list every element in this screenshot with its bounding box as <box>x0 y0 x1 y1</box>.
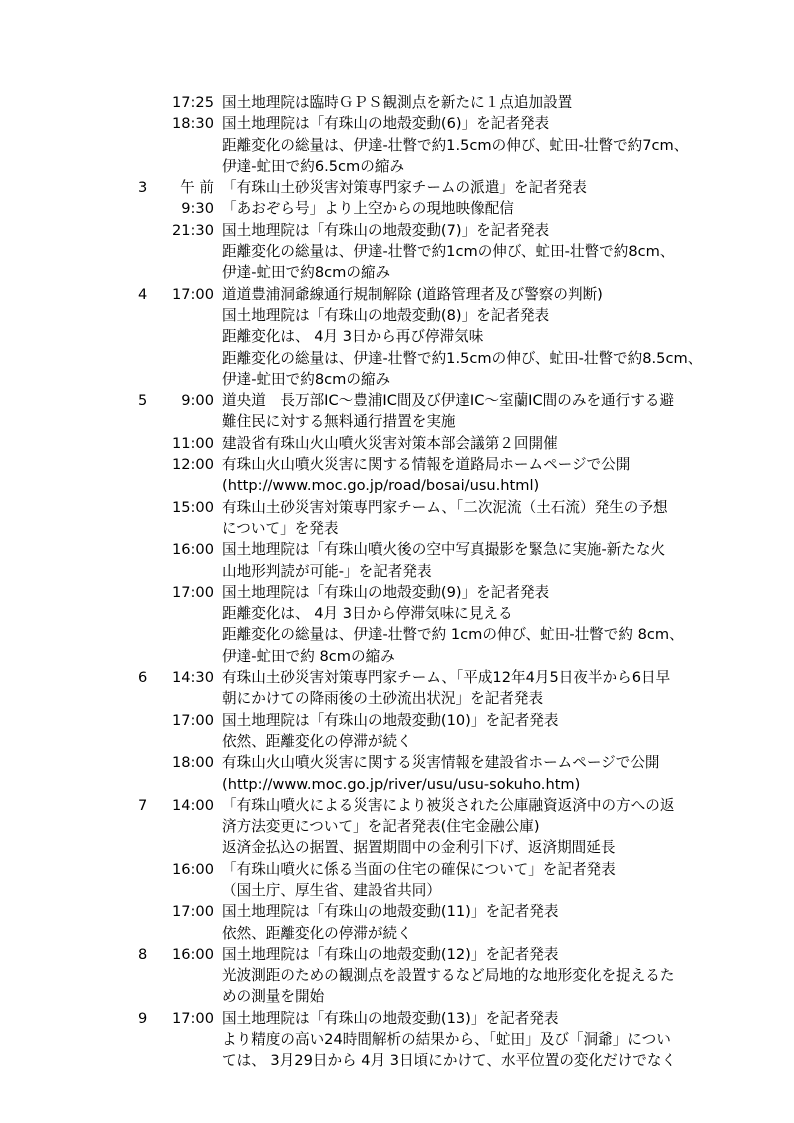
entry-text: 依然、距離変化の停滞が続く <box>222 924 412 942</box>
entry-time: 9:00 <box>181 392 214 410</box>
entry-text: 国土地理院は「有珠山の地殻変動(12)」を記者発表 <box>222 945 559 963</box>
entry-line <box>0 710 794 731</box>
chronology-entry <box>0 710 794 753</box>
entry-time: 21:30 <box>171 221 214 239</box>
entry-text: 有珠山土砂災害対策専門家チーム、「二次泥流（土石流）発生の予想 <box>222 498 668 516</box>
chronology-entry <box>0 113 794 177</box>
entry-line <box>0 518 794 539</box>
entry-text: 国土地理院は「有珠山の地殻変動(9)」を記者発表 <box>222 583 550 601</box>
entry-day: 6 <box>138 669 148 687</box>
entry-line <box>0 923 794 944</box>
entry-text: 伊達-虻田で約 8cmの縮み <box>222 647 395 665</box>
entry-line <box>0 305 794 326</box>
entry-text: 道道豊浦洞爺線通行規制解除 (道路管理者及び警察の判断) <box>222 285 603 303</box>
entry-text: (http://www.moc.go.jp/river/usu/usu-sokuho.htm) <box>222 775 581 793</box>
entry-line <box>0 603 794 624</box>
entry-text: 国土地理院は「有珠山の地殻変動(11)」を記者発表 <box>222 903 559 921</box>
entry-day: 4 <box>138 285 148 303</box>
entry-line <box>0 262 794 283</box>
entry-line <box>0 369 794 390</box>
entry-line <box>0 1029 794 1050</box>
entry-line <box>0 220 794 241</box>
entry-time: 14:30 <box>171 669 214 687</box>
chronology-entry <box>0 220 794 284</box>
chronology-entry <box>0 284 794 390</box>
entry-time: 18:00 <box>171 754 214 772</box>
entry-line <box>0 539 794 560</box>
entry-line <box>0 1050 794 1071</box>
entry-time: 16:00 <box>171 860 214 878</box>
entry-line <box>0 752 794 773</box>
entry-line <box>0 198 794 219</box>
entry-line <box>0 411 794 432</box>
entry-text: 有珠山土砂災害対策専門家チーム、「平成12年4月5日夜半から6日早 <box>222 669 671 687</box>
entry-line <box>0 880 794 901</box>
entry-line <box>0 795 794 816</box>
entry-line <box>0 731 794 752</box>
entry-line <box>0 284 794 305</box>
entry-text: 国土地理院は「有珠山の地殻変動(7)」を記者発表 <box>222 221 550 239</box>
entry-line <box>0 901 794 922</box>
entry-time: 18:30 <box>171 115 214 133</box>
chronology-entry <box>0 752 794 795</box>
chronology-entry <box>0 667 794 710</box>
entry-time: 17:00 <box>171 903 214 921</box>
entry-text: 国土地理院は「有珠山の地殻変動(8)」を記者発表 <box>222 306 550 324</box>
entry-text: 返済金払込の据置、据置期間中の金利引下げ、返済期間延長 <box>222 839 616 857</box>
chronology-entry <box>0 497 794 540</box>
entry-text: 伊達-虻田で約8cmの縮み <box>222 370 391 388</box>
chronology-entry <box>0 944 794 1008</box>
entry-time: 17:00 <box>171 1009 214 1027</box>
entry-text: 済方法変更について」を記者発表(住宅金融公庫) <box>222 818 540 836</box>
chronology-entry <box>0 1008 794 1072</box>
entry-text: 距離変化は、 4月 3日から再び停滞気味 <box>222 328 484 346</box>
chronology-entry <box>0 795 794 859</box>
entry-time: 15:00 <box>171 498 214 516</box>
entry-text: 「有珠山土砂災害対策専門家チームの派遣」を記者発表 <box>222 179 587 197</box>
entry-line <box>0 965 794 986</box>
entry-day: 3 <box>138 179 148 197</box>
entry-line <box>0 177 794 198</box>
entry-day: 5 <box>138 392 148 410</box>
chronology-entry <box>0 198 794 219</box>
entry-time: 17:00 <box>171 285 214 303</box>
entry-text: ては、 3月29日から 4月 3日頃にかけて、水平位置の変化だけでなく <box>222 1052 677 1070</box>
entry-text: 距離変化の総量は、伊達-壮瞥で約1.5cmの伸び、虻田-壮瞥で約7cm、 <box>222 136 689 154</box>
entry-day: 7 <box>138 796 148 814</box>
chronology-entry <box>0 901 794 944</box>
entry-line <box>0 816 794 837</box>
entry-text: 国土地理院は「有珠山の地殻変動(13)」を記者発表 <box>222 1009 559 1027</box>
entry-time: 16:00 <box>171 541 214 559</box>
entry-text: 国土地理院は臨時ＧＰＳ観測点を新たに１点追加設置 <box>222 94 573 111</box>
entry-line <box>0 688 794 709</box>
entry-text: 山地形判読が可能-」を記者発表 <box>222 562 432 580</box>
chronology-entry <box>0 390 794 433</box>
entry-line <box>0 944 794 965</box>
entry-line <box>0 113 794 134</box>
chronology-entry <box>0 582 794 667</box>
entry-line <box>0 837 794 858</box>
entry-text: 光波測距のための観測点を設置するなど局地的な地形変化を捉えるた <box>222 967 675 985</box>
entry-time: 17:25 <box>171 94 214 111</box>
entry-text: 朝にかけての降雨後の土砂流出状況」を記者発表 <box>222 690 544 708</box>
entry-time: 9:30 <box>181 200 214 218</box>
entry-text: 距離変化の総量は、伊達-壮瞥で約1.5cmの伸び、虻田-壮瞥で約8.5cm、 <box>222 349 703 367</box>
entry-time: 11:00 <box>171 434 214 452</box>
entry-line <box>0 986 794 1007</box>
entry-text: 「あおぞら号」より上空からの現地映像配信 <box>222 200 514 218</box>
entry-line <box>0 859 794 880</box>
chronology-entry <box>0 433 794 454</box>
entry-time: 午 前 <box>180 179 214 197</box>
entry-line <box>0 667 794 688</box>
entry-time: 12:00 <box>171 456 214 474</box>
chronology-entry <box>0 859 794 902</box>
entry-line <box>0 156 794 177</box>
entry-text: （国土庁、厚生省、建設省共同） <box>222 881 441 899</box>
entry-day: 8 <box>138 945 148 963</box>
entry-text: 有珠山火山噴火災害に関する情報を道路局ホームページで公開 <box>222 456 631 474</box>
entry-text: 国土地理院は「有珠山の地殻変動(6)」を記者発表 <box>222 115 550 133</box>
entry-text: 「有珠山噴火に係る当面の住宅の確保について」を記者発表 <box>222 860 616 878</box>
chronology-entry <box>0 177 794 198</box>
entry-line <box>0 561 794 582</box>
entry-line <box>0 348 794 369</box>
entry-line <box>0 454 794 475</box>
entry-line <box>0 92 794 113</box>
entry-line <box>0 497 794 518</box>
entry-text: 伊達-虻田で約8cmの縮み <box>222 264 391 282</box>
entry-line <box>0 582 794 603</box>
entry-text: 距離変化の総量は、伊達-壮瞥で約 1cmの伸び、虻田-壮瞥で約 8cm、 <box>222 626 684 644</box>
entry-line <box>0 390 794 411</box>
entry-text: 「有珠山噴火による災害により被災された公庫融資返済中の方への返 <box>222 796 675 814</box>
entry-line <box>0 241 794 262</box>
entry-day: 9 <box>138 1009 148 1027</box>
entry-text: より精度の高い24時間解析の結果から、「虻田」及び「洞爺」につい <box>222 1031 671 1049</box>
chronology-entry <box>0 454 794 497</box>
entry-text: 国土地理院は「有珠山の地殻変動(10)」を記者発表 <box>222 711 559 729</box>
entry-text: 建設省有珠山火山噴火災害対策本部会議第２回開催 <box>222 434 558 452</box>
entry-text: めの測量を開始 <box>222 988 325 1006</box>
entry-text: 距離変化は、 4月 3日から停滞気味に見える <box>222 605 513 623</box>
entry-text: 国土地理院は「有珠山噴火後の空中写真撮影を緊急に実施-新たな火 <box>222 541 666 559</box>
entry-time: 17:00 <box>171 583 214 601</box>
entry-line <box>0 774 794 795</box>
entry-text: 伊達-虻田で約6.5cmの縮み <box>222 157 405 175</box>
entry-line <box>0 1008 794 1029</box>
entry-text: 距離変化の総量は、伊達-壮瞥で約1cmの伸び、虻田-壮瞥で約8cm、 <box>222 243 675 261</box>
entry-line <box>0 646 794 667</box>
entry-text: について」を発表 <box>222 519 339 537</box>
chronology-list <box>0 92 794 1072</box>
entry-line <box>0 624 794 645</box>
entry-time: 17:00 <box>171 711 214 729</box>
entry-text: 依然、距離変化の停滞が続く <box>222 732 412 750</box>
entry-text: 難住民に対する無料通行措置を実施 <box>222 413 456 431</box>
entry-line <box>0 433 794 454</box>
chronology-entry <box>0 539 794 582</box>
entry-line <box>0 135 794 156</box>
entry-time: 16:00 <box>171 945 214 963</box>
entry-text: (http://www.moc.go.jp/road/bosai/usu.html) <box>222 477 540 495</box>
entry-text: 有珠山火山噴火災害に関する災害情報を建設省ホームページで公開 <box>222 754 660 772</box>
entry-line <box>0 475 794 496</box>
chronology-entry <box>0 92 794 113</box>
entry-text: 道央道 長万部IC～豊浦IC間及び伊達IC～室蘭IC間のみを通行する避 <box>222 392 675 410</box>
entry-line <box>0 326 794 347</box>
entry-time: 14:00 <box>171 796 214 814</box>
